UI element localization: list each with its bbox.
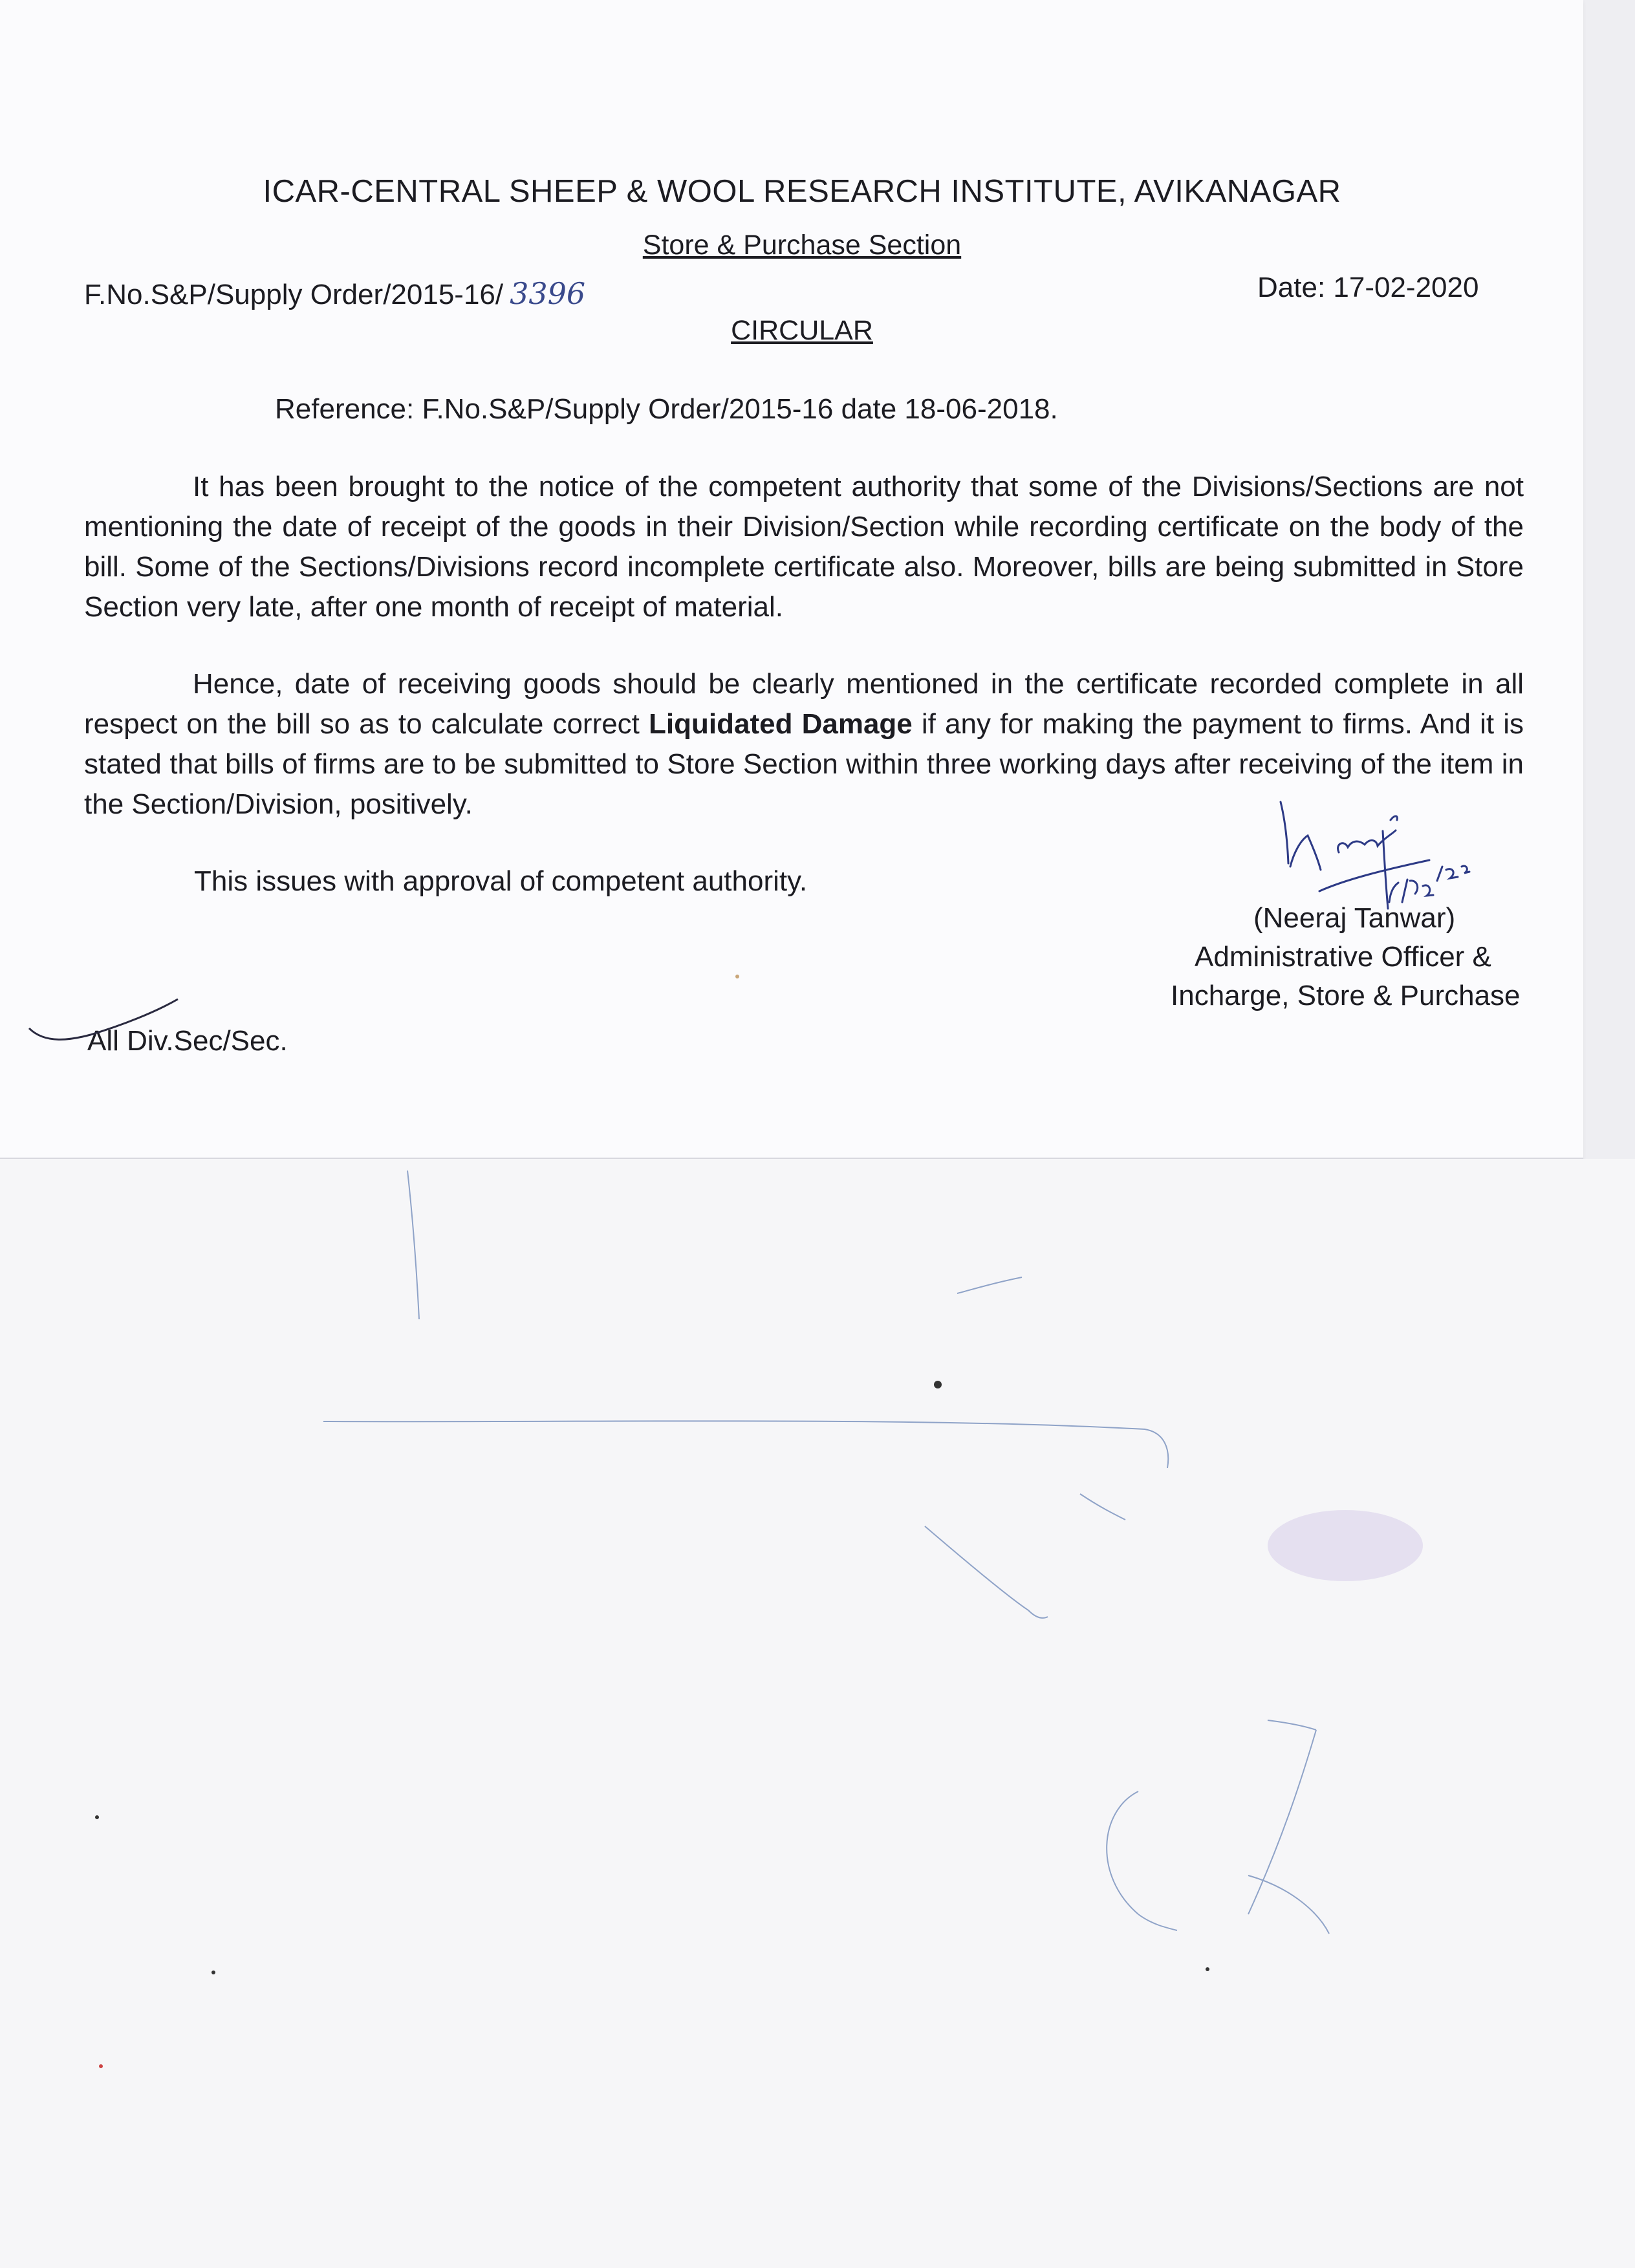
file-number — [84, 276, 585, 311]
body-paragraph-1: It has been brought to the notice of the competent authority that some of the Divisions/Sections are not mentioning the date of receipt of the goods in their Division/Section while recording certificate on the body of the bill. Some of the Sections/Divisions record incomplete certificate also. Moreover, bills are being submitted in Store Section very late, after one month of receipt of material. — [84, 471, 1524, 623]
document-date: Date: 17-02-2020 — [1257, 272, 1479, 303]
circular-document — [0, 0, 1583, 1159]
liquidated-damage-emphasis: Liquidated Damage — [649, 708, 913, 740]
signatory-designation-2: Incharge, Store & Purchase — [1171, 980, 1521, 1011]
paragraph-2-text-b: if any for making the payment to firms. And it is stated that bills of firms are to be submitted to Store Section within three working days after receiving of the item in the Section/Division, positively. — [84, 708, 1524, 820]
institute-heading: ICAR-CENTRAL SHEEP & WOOL RESEARCH INSTITUTE, AVIKANAGAR — [263, 174, 1341, 209]
body-paragraph-2 — [84, 664, 1524, 825]
circular-title: CIRCULAR — [731, 315, 873, 346]
file-number-prefix: F.No.S&P/Supply Order/2015-16/ — [84, 279, 504, 310]
approval-statement: This issues with approval of competent authority. — [194, 865, 808, 897]
distribution-recipient: All Div.Sec/Sec. — [87, 1025, 288, 1057]
blank-back-sheet — [0, 1159, 1635, 2268]
signatory-name: (Neeraj Tanwar) — [1253, 902, 1456, 934]
file-number-handwritten: 3396 — [510, 276, 586, 311]
reference-line: Reference: F.No.S&P/Supply Order/2015-16 date 18-06-2018. — [275, 393, 1058, 425]
section-heading: Store & Purchase Section — [642, 230, 962, 261]
paragraph-2-text-a: Hence, date of receiving goods should be clearly mentioned in the certificate recorded complete in all respect on the bill so as to calculate correct — [84, 668, 1524, 740]
signatory-designation: Administrative Officer & — [1195, 941, 1491, 973]
